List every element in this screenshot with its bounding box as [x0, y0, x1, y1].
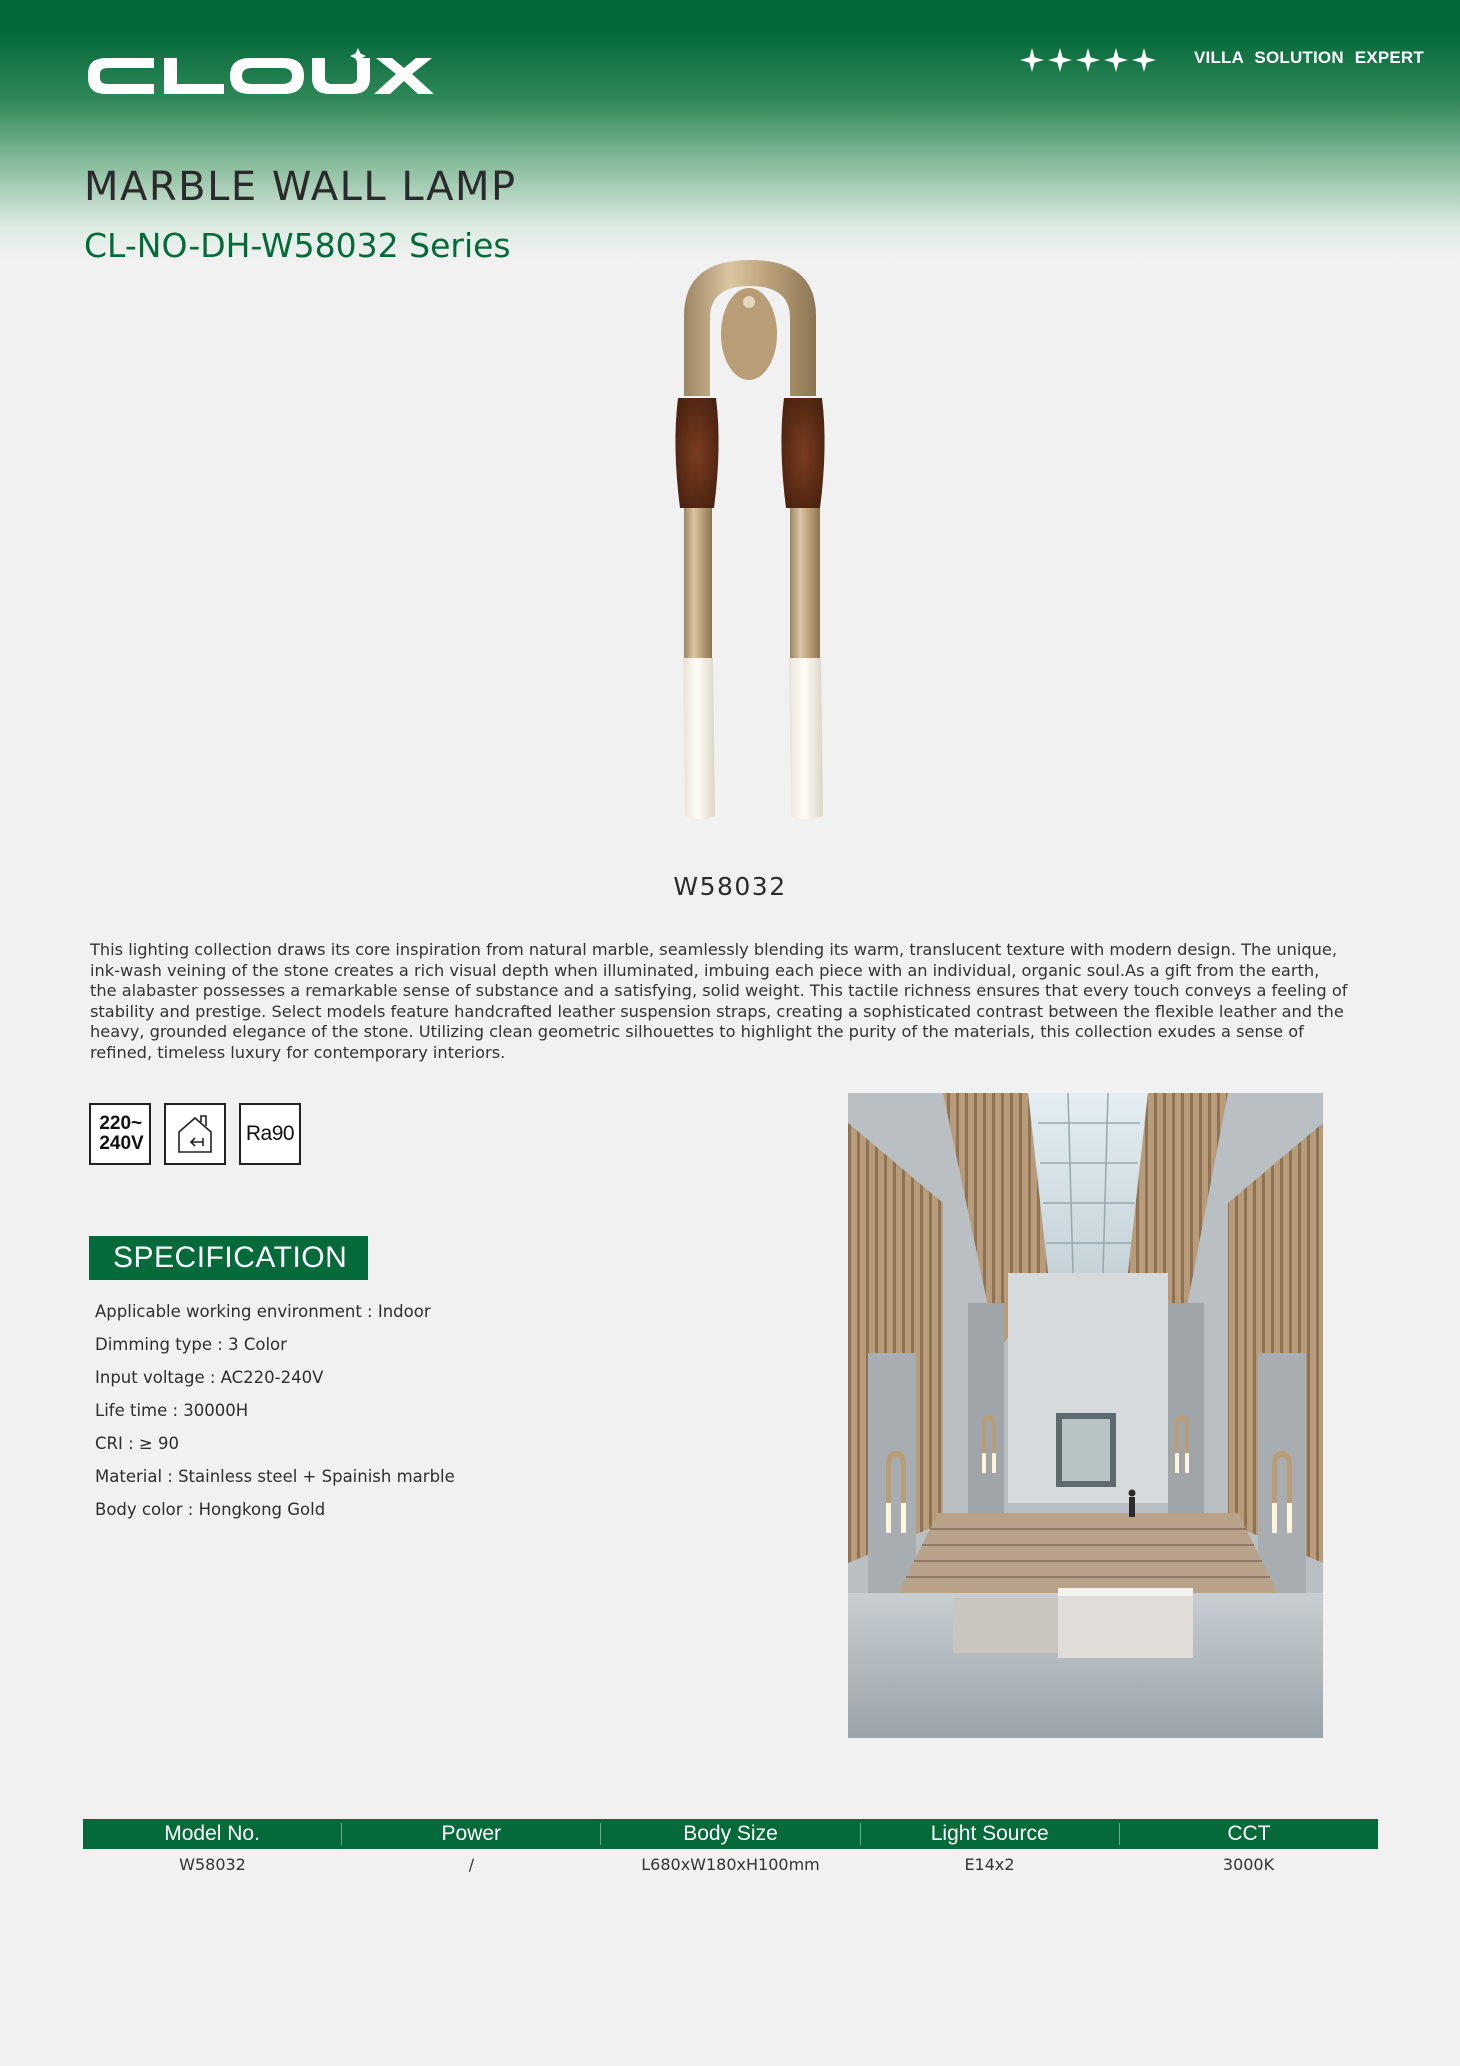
star-icon	[1074, 46, 1102, 74]
product-description: This lighting collection draws its core inspiration from natural marble, seamlessly blending its warm, translucent texture with modern design. The unique, ink-wash veining of the stone creates a rich visual depth when illuminated, imbuing each piece with an individual, organic soul.As a gift from the earth, the alabaster possesses a remarkable sense of substance and a satisfying, solid weight. This tactile richness ensures that every touch conveys a feeling of stability and prestige. Select models feature handcrafted leather suspension straps, creating a sophisticated contrast between the flexible leather and the heavy, grounded elegance of the stone. Utilizing clean geometric silhouettes to highlight the purity of the materials, this collection exudes a sense of refined, timeless luxury for contemporary interiors.	[90, 940, 1348, 1062]
spec-item: Applicable working environment : Indoor	[95, 1302, 431, 1321]
table-header-body-size: Body Size	[600, 1823, 859, 1845]
cri-badge: Ra90	[239, 1103, 301, 1165]
header-band	[0, 0, 1460, 260]
spec-item: Dimming type : 3 Color	[95, 1335, 287, 1354]
star-icon	[1018, 46, 1046, 74]
brand-tagline: VILLA SOLUTION EXPERT	[1194, 48, 1424, 67]
spec-item: Material : Stainless steel + Spainish marble	[95, 1467, 455, 1486]
table-header-model: Model No.	[164, 1822, 260, 1845]
house-indoor-icon	[164, 1103, 226, 1165]
spec-item: CRI : ≥ 90	[95, 1434, 179, 1453]
cloux-logo	[84, 48, 436, 100]
table-cell: W58032	[179, 1854, 246, 1874]
star-icon	[1046, 46, 1074, 74]
star-icon	[1102, 46, 1130, 74]
table-cell: /	[468, 1854, 475, 1874]
spec-item: Life time : 30000H	[95, 1401, 249, 1420]
spec-item: Input voltage : AC220-240V	[95, 1368, 324, 1387]
spec-table	[83, 1819, 1378, 1879]
table-row	[83, 1849, 1378, 1879]
table-header-cct: CCT	[1119, 1823, 1378, 1845]
specification-heading: SPECIFICATION	[89, 1236, 368, 1280]
voltage-badge: 220~ 240V	[89, 1103, 151, 1165]
model-caption: W58032	[673, 872, 787, 901]
wall-lamp-illustration	[670, 256, 840, 826]
table-cell: E14x2	[964, 1854, 1015, 1874]
table-header-row	[83, 1819, 1378, 1849]
specification-list	[95, 1302, 455, 1533]
table-header-power: Power	[341, 1823, 600, 1845]
table-cell: 3000K	[1222, 1854, 1275, 1874]
feature-badges	[89, 1103, 301, 1165]
rating-stars	[1018, 40, 1158, 80]
spec-item: Body color : Hongkong Gold	[95, 1500, 326, 1519]
interior-scene-photo	[848, 1093, 1323, 1738]
star-icon	[1130, 46, 1158, 74]
table-cell: L680xW180xH100mm	[641, 1854, 820, 1874]
series-name: CL-NO-DH-W58032 Series	[84, 226, 511, 265]
table-header-light-source: Light Source	[860, 1823, 1119, 1845]
page-title: MARBLE WALL LAMP	[84, 164, 517, 210]
